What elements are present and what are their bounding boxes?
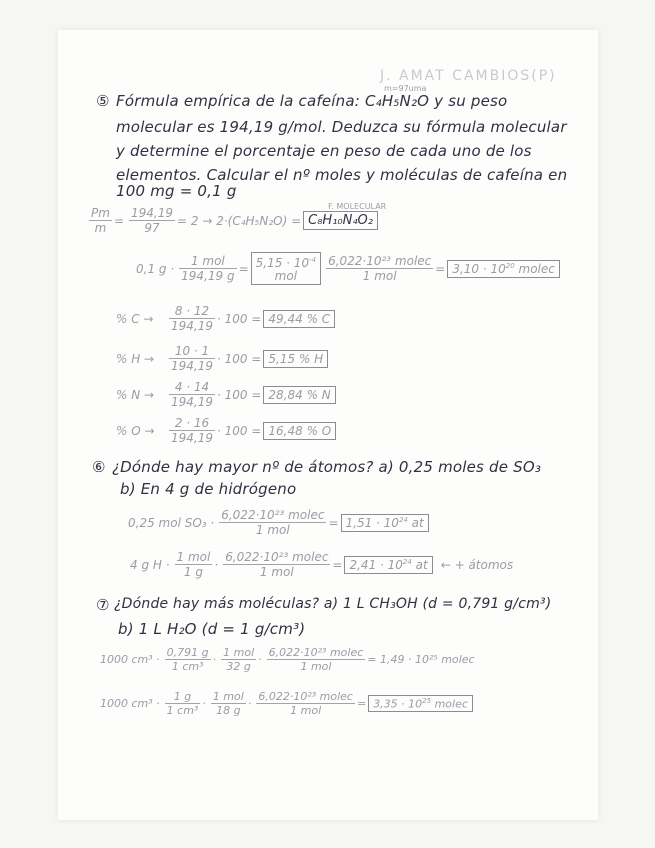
q6-b-result: $2,41 \cdot 10^{24}$ at: [344, 556, 432, 574]
q6-line-2: b) En 4 g de hidrógeno: [120, 480, 297, 498]
q5-percent-n-result: 28,84 % N: [263, 386, 335, 404]
q5-percent-o-result: 16,48 % O: [263, 422, 336, 440]
page-header-mass-note: m=97uma: [384, 84, 427, 93]
q5-line-3: y determine el porcentaje en peso de cada uno de los: [116, 142, 532, 160]
q5-molecular-formula-label: F. MOLECULAR: [328, 202, 387, 211]
q7-a-row: 1000 cm³ · $\frac{0,791 g}{\text{1 cm³}}$ · $\frac{\text{1 mol}}{32 g}$ · $\frac{\text{6,022·10²³ molec}}{\text{1 mol}}$ = 1,49 · 10²⁵ molec: [100, 646, 475, 673]
q6-line-1: ¿Dónde hay mayor nº de átomos? a) 0,25 moles de SO₃: [112, 458, 542, 476]
q6-b-row: 4 g H · $\frac{\text{1 mol}}{1 g}$ · $\frac{\text{6,022·10²³ molec}}{\text{1 mol}}$ = $2,41 \cdot 10^{24}$ at ← + átomos: [130, 550, 514, 579]
notebook-page: [58, 30, 598, 820]
q7-number: ⑦: [96, 596, 110, 614]
q6-a-result: $1,51 \cdot 10^{24}$ at: [341, 514, 429, 532]
q5-percent-h-result: 5,15 % H: [263, 350, 328, 368]
q5-percent-o-row: % O → $\frac{2 \cdot 16}{194,19}$ · 100 = 16,48 % O: [116, 416, 338, 445]
q7-b-result: $3,35 \cdot 10^{25}$ molec: [368, 695, 473, 713]
q7-b-row: 1000 cm³ · $\frac{1 g}{\text{1 cm³}}$ · $\frac{\text{1 mol}}{18 g}$ · $\frac{\text{6,022·10²³ molec}}{\text{1 mol}}$ = $3,35 \cdot 10^{25}$ molec: [100, 690, 475, 717]
q5-line-2: molecular es 194,19 g/mol. Deduzca su fórmula molecular: [116, 118, 567, 136]
page-header-name: J. AMAT CAMBIOS(P): [380, 68, 557, 84]
q6-a-row: 0,25 mol SO₃ · $\frac{\text{6,022·10²³ molec}}{\text{1 mol}}$ = $1,51 \cdot 10^{24}$ at: [128, 508, 431, 537]
q5-molecular-formula-result: C₈H₁₀N₄O₂: [303, 211, 378, 230]
q5-molecules-result: $3,10 \cdot 10^{20}$ molec: [447, 260, 560, 278]
q5-moles-result: $5,15 \cdot 10^{-4}$ mol: [251, 252, 321, 285]
q5-percent-h-row: % H → $\frac{10 \cdot 1}{194,19}$ · 100 = 5,15 % H: [116, 344, 330, 373]
q5-number: ⑤: [96, 92, 110, 110]
q6-number: ⑥: [92, 458, 106, 476]
q5-line-4: elementos. Calcular el nº moles y moléculas de cafeína en: [116, 166, 568, 184]
q5-percent-c-result: 49,44 % C: [263, 310, 335, 328]
q6-more-atoms-note: ← + átomos: [440, 557, 514, 572]
q5-ratio-equation: = 2 → 2·(C₄H₅N₂O) =: [177, 213, 302, 228]
q5-pm-over-m: $\frac{Pm}{m}$: [91, 206, 110, 235]
q5-percent-c-row: % C → $\frac{8 \cdot 12}{194,19}$ · 100 = 49,44 % C: [116, 304, 337, 333]
q5-line-5: 100 mg = 0,1 g: [116, 182, 237, 200]
q5-avogadro-fraction: $\frac{\text{6,022·10²³ molec}}{\text{1 mol}}$: [328, 254, 432, 283]
q5-molar-mass-fraction: $\frac{\text{1 mol}}{194,19 g}$: [181, 254, 235, 283]
q5-line-1: Fórmula empírica de la cafeína: C₄H₅N₂O y su peso: [116, 92, 508, 110]
q5-percent-n-row: % N → $\frac{4 \cdot 14}{194,19}$ · 100 = 28,84 % N: [116, 380, 338, 409]
q7-line-1: ¿Dónde hay más moléculas? a) 1 L CH₃OH (d = 0,791 g/cm³): [114, 596, 552, 612]
q5-ratio-row: $\frac{Pm}{m}$ = $\frac{194,19}{97}$ = 2 → 2·(C₄H₅N₂O) = C₈H₁₀N₄O₂: [86, 206, 380, 235]
q5-moles-row: 0,1 g · $\frac{\text{1 mol}}{194,19 g}$ = $5,15 \cdot 10^{-4}$ mol $\frac{\text{6,022·10²³ molec}}{\text{1 mol}}$ = $3,10 \cdot 10^{20}$ molec: [136, 252, 562, 285]
q7-a-result: = 1,49 · 10²⁵ molec: [367, 653, 475, 666]
q7-line-2: b) 1 L H₂O (d = 1 g/cm³): [118, 620, 306, 638]
q5-ratio-fraction: $\frac{194,19}{97}$: [131, 206, 173, 235]
